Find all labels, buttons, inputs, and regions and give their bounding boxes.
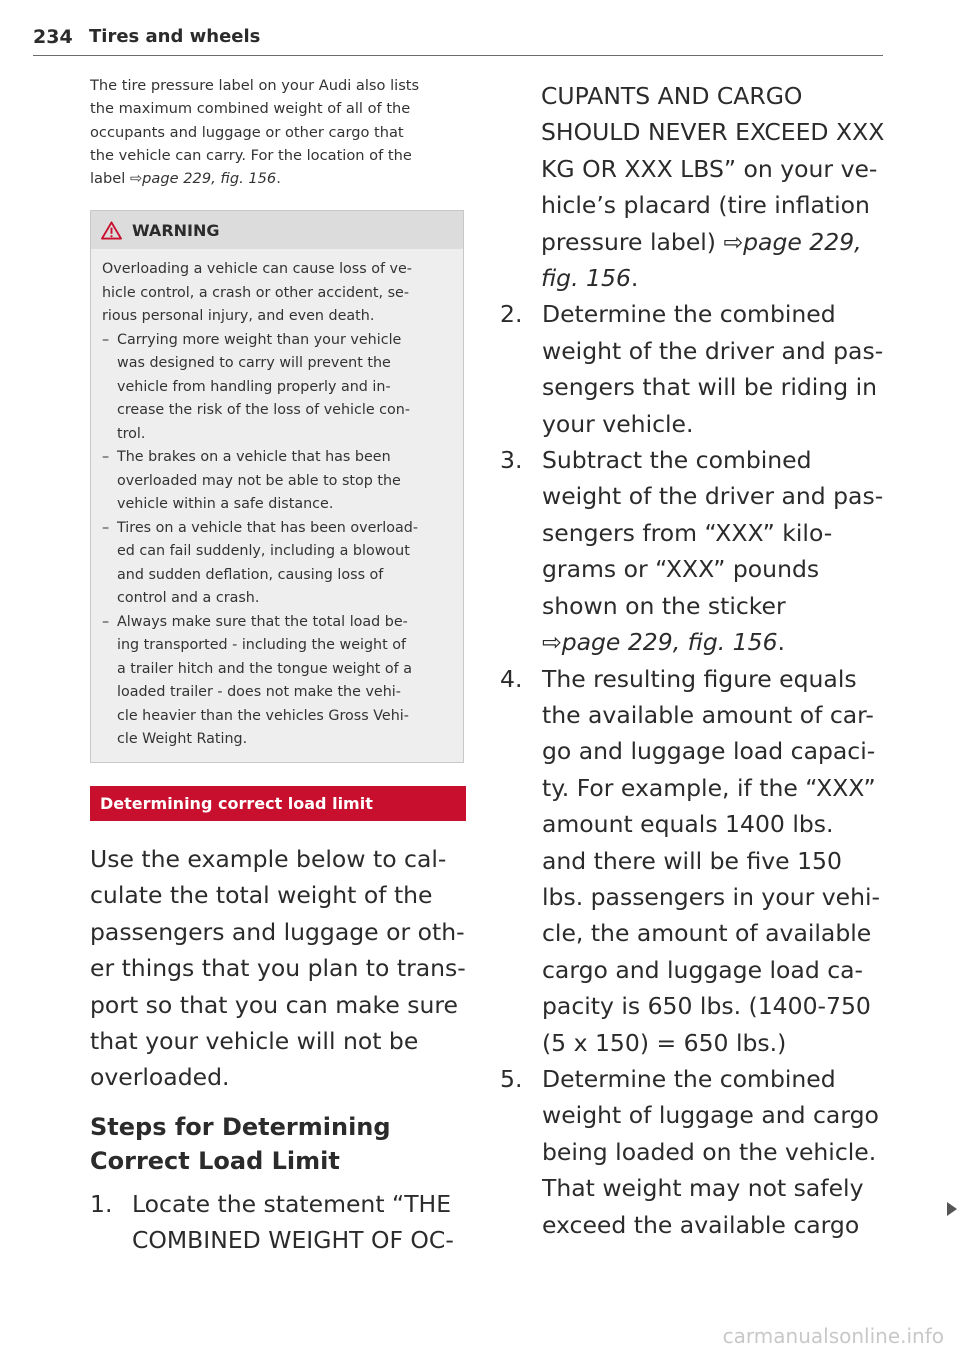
step-number: 5. — [500, 1064, 523, 1093]
list-item: – Always make sure that the total load be- ing transported - including the weight of a trailer hitch and the tongue weight of a loaded trailer - does not make the vehi- cle heavier than the vehicles Gross Vehi- cle Weight Rating. — [102, 611, 451, 752]
list-item: – The brakes on a vehicle that has been overloaded may not be able to stop the vehicle within a safe distance. — [102, 446, 451, 517]
steps-list-left — [90, 1186, 468, 1259]
warning-box — [90, 210, 464, 763]
warning-list — [102, 329, 451, 752]
page-reference-link[interactable]: ⇨page 229, fig. 156 — [542, 628, 778, 657]
right-column — [500, 78, 890, 1243]
intro-paragraph: The tire pressure label on your Audi also lists the maximum combined weight of all of the occupants and luggage or other cargo that the vehicle can carry. For the location of the label ⇨page 229, fig. 156. — [90, 77, 420, 188]
step-item: 4. The resulting figure equals the available amount of car- go and luggage load capaci- ty. For example, if the “XXX” amount equals 1400 lbs. and there will be five 150 lbs. passengers in your vehi- cle, the amount of available cargo and luggage load ca- pacity is 650 lbs. (1400-750 (5 x 150) = 650 lbs.) — [500, 661, 890, 1061]
list-item: – Tires on a vehicle that has been overload- ed can fail suddenly, including a blowout and sudden deflation, causing loss of control and a crash. — [102, 517, 451, 611]
example-intro: Use the example below to cal- culate the total weight of the passengers and luggage or oth- er things that you plan to trans- port so that you can make sure that your vehicle will not be overloaded. — [90, 844, 466, 1092]
steps-list-right — [500, 296, 890, 1243]
warning-body — [91, 249, 463, 762]
left-column — [90, 74, 468, 1259]
continue-arrow-icon — [947, 1202, 957, 1216]
warning-text: Overloading a vehicle can cause loss of ve- hicle control, a crash or other accident, se- rious personal injury, and even death. — [102, 261, 412, 325]
step-number: 1. — [90, 1189, 113, 1218]
watermark: carmanualsonline.info — [722, 1324, 944, 1348]
section-title: Tires and wheels — [89, 26, 261, 47]
step-number: 4. — [500, 664, 523, 693]
step-item: 1. Locate the statement “THE COMBINED WEIGHT OF OC- — [90, 1186, 468, 1259]
step-number: 3. — [500, 446, 523, 475]
page-number: 234 — [33, 26, 73, 48]
section-heading-bar: Determining correct load limit — [90, 786, 466, 821]
step-number: 2. — [500, 300, 523, 329]
warning-triangle-icon — [101, 221, 122, 240]
step-item: 3. Subtract the combined weight of the driver and pas- sengers from “XXX” kilo- grams or “XXX” pounds shown on the sticker ⇨page 229, fig. 156. — [500, 442, 890, 660]
list-item: – Carrying more weight than your vehicle was designed to carry will prevent the vehicle from handling properly and in- crease the risk of the loss of vehicle con- trol. — [102, 329, 451, 447]
step-item: 2. Determine the combined weight of the driver and pas- sengers that will be riding in your vehicle. — [500, 296, 890, 442]
page-reference-link[interactable]: ⇨page 229, fig. 156 — [129, 170, 277, 188]
warning-header — [91, 211, 463, 249]
warning-title: WARNING — [132, 220, 220, 240]
step-item: 5. Determine the combined weight of luggage and cargo being loaded on the vehicle. That weight may not safely exceed the available cargo — [500, 1061, 890, 1243]
page-header — [33, 20, 883, 56]
steps-heading: Steps for Determining Correct Load Limit — [90, 1112, 391, 1175]
page-reference-link[interactable]: ⇨page 229, fig. 156 — [541, 227, 862, 293]
step-continuation: CUPANTS AND CARGO SHOULD NEVER EXCEED XXX KG OR XXX LBS” on your ve- hicle’s placard (tire inflation pressure label) ⇨page 229, fig. 156. — [541, 82, 885, 293]
